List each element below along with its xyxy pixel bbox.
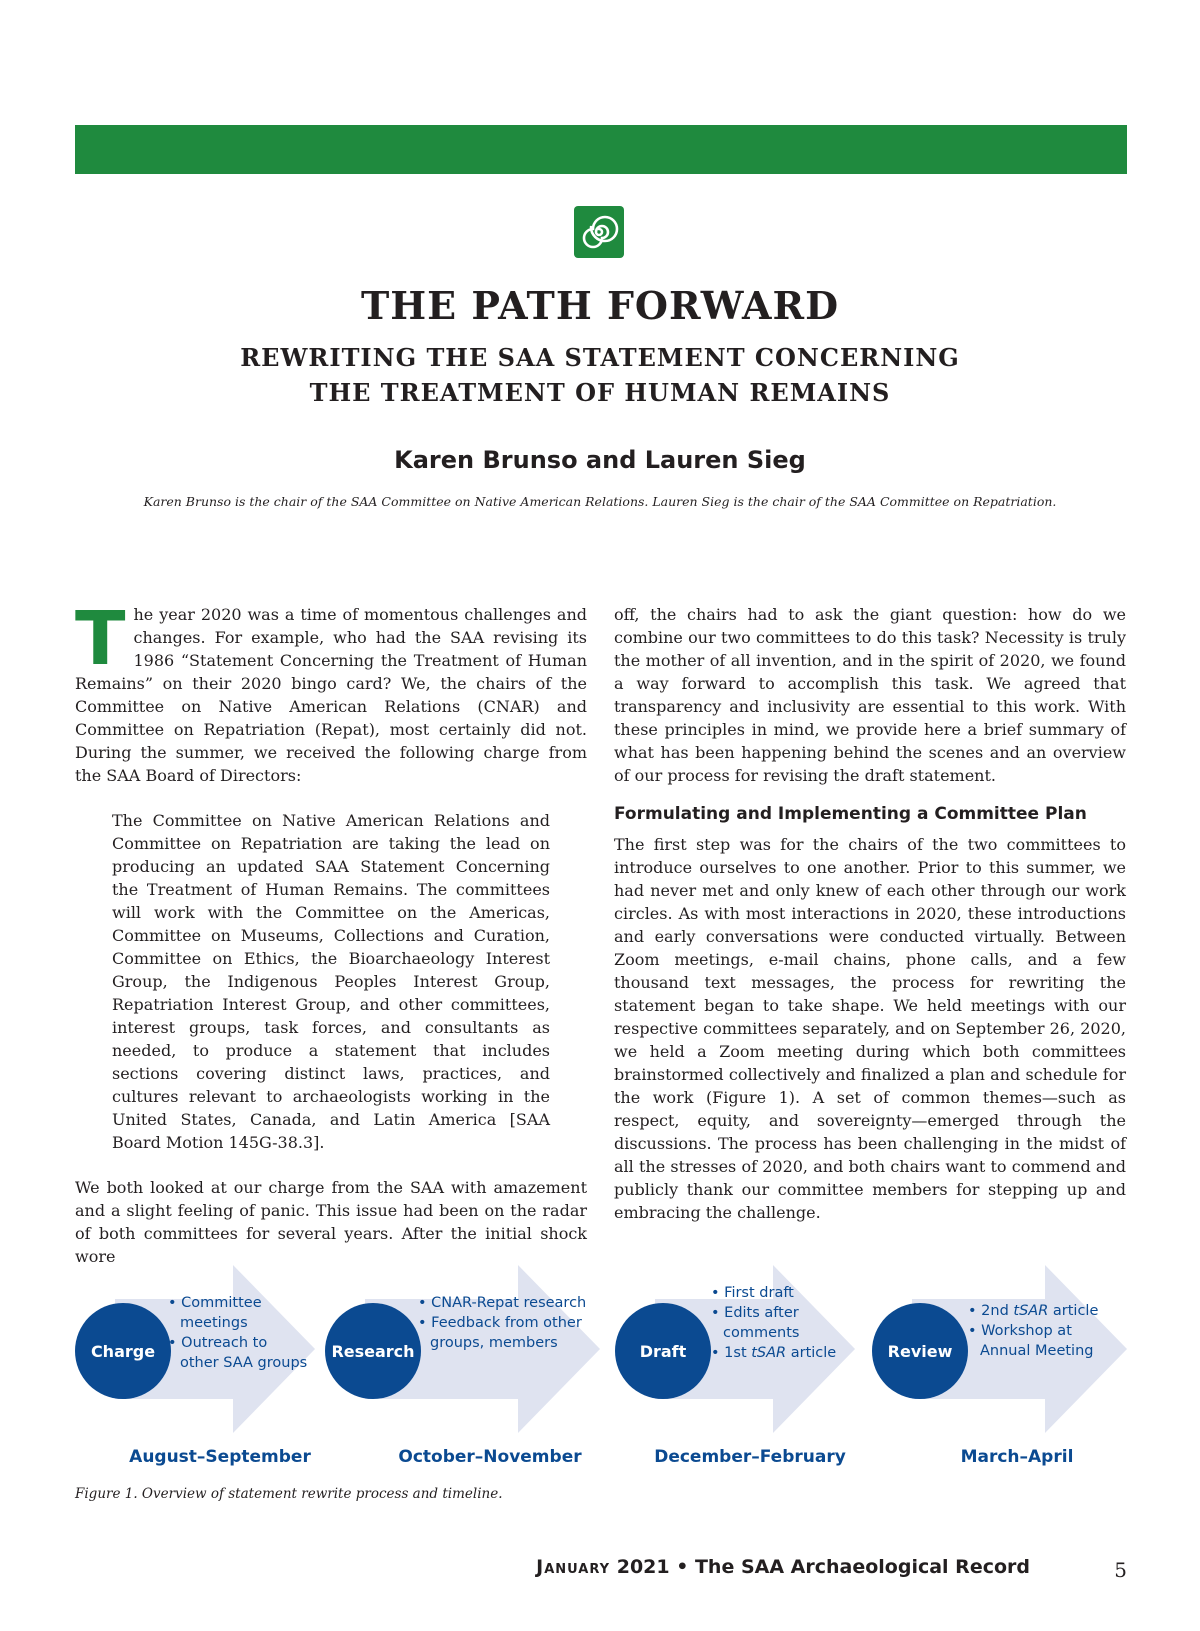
bullet-item: • 2nd tSAR article: [968, 1303, 1099, 1319]
stage-bullets: [711, 1283, 851, 1363]
stage-period: October–November: [398, 1447, 582, 1467]
stage-circle-research: Research: [325, 1303, 421, 1399]
stage-bullets: [168, 1293, 308, 1373]
footer-month: January: [536, 1556, 611, 1578]
right-column: [614, 603, 1126, 1224]
left-column: [75, 596, 587, 1268]
stage-bullets: [418, 1293, 588, 1353]
subtitle-line-1: REWRITING THE SAA STATEMENT CONCERNING: [240, 343, 960, 372]
bullet-item: • First draft: [711, 1285, 794, 1301]
stage-period: March–April: [960, 1447, 1074, 1467]
section-heading: Formulating and Implementing a Committee Plan: [614, 804, 1087, 824]
header-banner: [75, 125, 1127, 174]
stage-bullets: [968, 1301, 1118, 1361]
paragraph-3: off, the chairs had to ask the giant question: how do we combine our two committees to do this task? Necessity is truly the mother of all invention, and in the spirit of 2020, we found a way forward to accomplish this task. We agreed that transparency and inclusivity are essential to this work. With these principles in mind, we provide here a brief summary of what has been happening behind the scenes and an overview of our process for revising the draft statement.: [614, 605, 1126, 785]
paragraph-2: We both looked at our charge from the SAA with amazement and a slight feeling of panic. This issue had been on the radar of both committees for several years. After the initial shock wore: [75, 1178, 587, 1266]
board-charge-quote: The Committee on Native American Relations and Committee on Repatriation are taking the lead on producing an updated SAA Statement Concerning the Treatment of Human Remains. The committees will work with the Committee on the Americas, Committee on Museums, Collections and Curation, Committee on Ethics, the Bioarchaeology Interest Group, the Indigenous Peoples Interest Group, Repatriation Interest Group, and other committees, interest groups, task forces, and consultants as needed, to produce a statement that includes sections covering distinct laws, practices, and cultures relevant to archaeologists working in the United States, Canada, and Latin America [SAA Board Motion 145G-38.3].: [112, 811, 550, 1152]
figure-caption: Figure 1. Overview of statement rewrite process and timeline.: [75, 1486, 503, 1502]
stage-circle-charge: Charge: [75, 1303, 171, 1399]
article-authors: Karen Brunso and Lauren Sieg: [394, 446, 806, 474]
intro-text: he year 2020 was a time of momentous challenges and changes. For example, who had the SAA revising its 1986 “Statement Concerning the Treatment of Human Remains” on their 2020 bingo card? We, the chairs of the Committee on Native American Relations (CNAR) and Committee on Repatriation (Repat), most certainly did not. During the summer, we received the following charge from the SAA Board of Directors:: [75, 605, 587, 785]
bullet-item: • Workshop at Annual Meeting: [968, 1323, 1094, 1359]
bullet-item: • 1st tSAR article: [711, 1345, 837, 1361]
stage-draft: [615, 1265, 855, 1467]
intro-paragraph: [75, 596, 587, 787]
stage-period: December–February: [654, 1447, 846, 1467]
drop-cap: T: [75, 596, 126, 682]
bullet-item: • Feedback from other groups, members: [418, 1315, 582, 1351]
footer-publication: 2021 • The SAA Archaeological Record: [616, 1556, 1030, 1578]
bullet-item: • Committee meetings: [168, 1295, 262, 1331]
stage-circle-review: Review: [872, 1303, 968, 1399]
article-subtitle: [0, 340, 1200, 410]
spiral-icon: [574, 206, 624, 258]
timeline-figure: [75, 1265, 1127, 1465]
stage-charge: [75, 1265, 315, 1467]
page-number: 5: [1114, 1558, 1127, 1582]
stage-research: [325, 1265, 600, 1467]
subtitle-line-2: THE TREATMENT OF HUMAN REMAINS: [309, 378, 891, 407]
bullet-item: • Outreach to other SAA groups: [168, 1335, 308, 1371]
bullet-item: • CNAR-Repat research: [418, 1295, 587, 1311]
paragraph-4: The first step was for the chairs of the two committees to introduce ourselves to one another. Prior to this summer, we had never met and only knew of each other through our work circles. As with most interactions in 2020, these introductions and early conversations were conducted virtually. Between Zoom meetings, e-mail chains, phone calls, and a few thousand text messages, the process for rewriting the statement began to take shape. We held meetings with our respective committees separately, and on September 26, 2020, we held a Zoom meeting during which both committees brainstormed collectively and finalized a plan and schedule for the work (Figure 1). A set of common themes—such as respect, equity, and sovereignty—emerged through the discussions. The process has been challenging in the midst of all the stresses of 2020, and both chairs want to commend and publicly thank our committee members for stepping up and embracing the challenge.: [614, 835, 1126, 1222]
author-affiliation: Karen Brunso is the chair of the SAA Committee on Native American Relations. Lauren Sieg is the chair of the SAA Committee on Repatriation.: [143, 494, 1057, 509]
bullet-item: • Edits after comments: [711, 1305, 800, 1341]
stage-period: August–September: [129, 1447, 311, 1467]
stage-review: [872, 1265, 1127, 1467]
stage-circle-draft: Draft: [615, 1303, 711, 1399]
article-title: THE PATH FORWARD: [360, 283, 840, 328]
page-footer: [536, 1556, 1030, 1578]
